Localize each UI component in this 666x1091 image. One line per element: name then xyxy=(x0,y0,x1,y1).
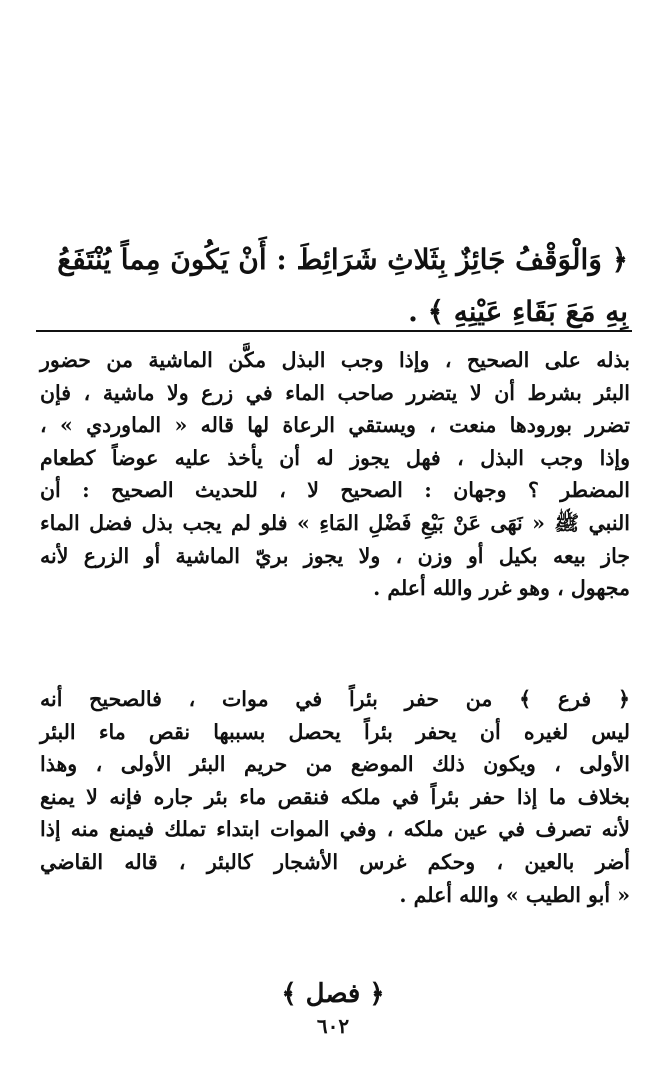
text-line: وإذا وجب البذل ، فهل يجوز له أن يأخذ عليه عوضاً كطعام xyxy=(40,445,630,470)
text-line: ﴿ فرع ﴾ من حفر بئراً في موات ، فالصحيح أنه xyxy=(40,687,630,711)
separator-rule xyxy=(36,330,632,332)
commentary-paragraph-1 xyxy=(40,344,630,605)
text-line: المضطر ؟ وجهان : الصحيح لا ، للحديث الصحيح : أن xyxy=(40,478,630,503)
text-line: الأولى ، ويكون ذلك الموضع من حريم البئر الأولى ، وهذا xyxy=(40,752,630,777)
text-line: أضر بالعين ، وحكم غرس الأشجار كالبئر ، قاله القاضي xyxy=(40,849,630,874)
section-heading: ﴿ فصل ﴾ xyxy=(281,979,385,1009)
text-line: النبي ﷺ « نَهَى عَنْ بَيْعِ فَضْلِ المَاءِ » فلو لم يجب بذل فضل الماء xyxy=(40,510,630,535)
text-line: بذله على الصحيح ، وإذا وجب البذل مكَّن الماشية من حضور xyxy=(40,348,630,372)
text-line: بخلاف ما إذا حفر بئراً في ملكه فنقص ماء بئر جاره فإنه لا يمنع xyxy=(40,784,630,809)
text-line: جاز بيعه بكيل أو وزن ، ولا يجوز بريّ الماشية أو الزرع لأنه xyxy=(40,543,630,568)
text-line: مجهول ، وهو غرر والله أعلم . xyxy=(373,576,630,601)
matn-line-1: ﴿ وَالْوَقْفُ جَائِزٌ بِثَلاثِ شَرَائِطَ : أَنْ يَكُونَ مِماً يُنْتَفَعُ xyxy=(57,243,628,276)
text-line: « أبو الطيب » والله أعلم . xyxy=(399,882,630,907)
matn-line-2: بِهِ مَعَ بَقَاءِ عَيْنِهِ ﴾ . xyxy=(408,295,628,328)
text-line: لأنه تصرف في عين ملكه ، وفي الموات ابتداء تملك فيمنع منه إذا xyxy=(40,817,630,842)
text-line: تضرر بورودها منعت ، ويستقي الرعاة لها قاله « الماوردي » ، xyxy=(40,413,630,438)
page-number: ٦٠٢ xyxy=(316,1014,350,1038)
text-line: البئر بشرط أن لا يتضرر صاحب الماء في زرع ولا ماشية ، فإن xyxy=(40,380,630,405)
commentary-paragraph-2 xyxy=(40,683,630,911)
text-line: ليس لغيره أن يحفر بئراً يحصل بسببها نقص ماء البئر xyxy=(40,719,630,744)
